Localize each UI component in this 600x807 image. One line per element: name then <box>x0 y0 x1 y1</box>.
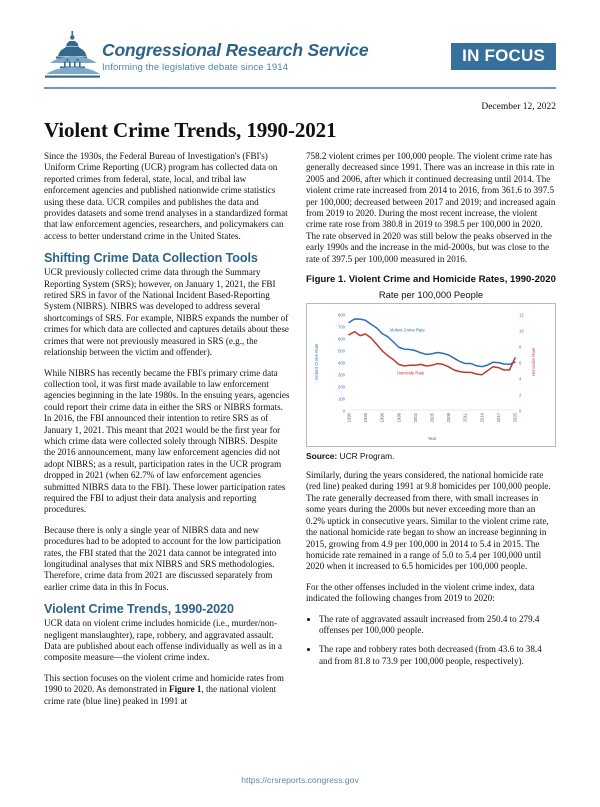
figure-1 <box>306 274 556 461</box>
svg-text:Homicide Rate: Homicide Rate <box>531 347 536 377</box>
source-label: Source: <box>306 451 338 462</box>
figure-source <box>306 451 556 461</box>
svg-text:2014: 2014 <box>479 413 485 423</box>
right-column <box>306 151 556 716</box>
svg-text:4: 4 <box>519 376 522 382</box>
svg-text:1993: 1993 <box>363 413 369 423</box>
svg-text:2017: 2017 <box>495 413 501 423</box>
svg-text:Violent Crime Rate: Violent Crime Rate <box>314 343 319 381</box>
paragraph-homicide-rate-trend: Similarly, during the years considered, the national homicide rate (red line) peaked during 1991 at 9.8 homicides per 100,000 people. The rate generally decreased from there, with small increases in some years during the 2000s but never exceeding more than an 0.2% uptick in consecutive years. Similar to the violent crime rate, the national homicide rate began to show an increase beginning in 2015, growing from 4.9 per 100,000 in 2014 to 5.4 in 2015. The homicide rate remained in a range of 5.0 to 5.4 per 100,000 until 2020 when it increased to 6.5 homicides per 100,000 people. <box>306 470 551 572</box>
list-item: • The rate of aggravated assault increased from 250.4 to 279.4 offenses per 100,000 people. <box>319 614 556 637</box>
figure-plot-area <box>306 303 556 447</box>
svg-text:100: 100 <box>338 396 345 402</box>
brand-tagline: Informing the legislative debate since 1914 <box>102 62 289 73</box>
svg-text:2005: 2005 <box>429 413 435 423</box>
svg-text:1996: 1996 <box>379 413 385 423</box>
source-text: UCR Program. <box>337 451 395 462</box>
svg-text:2020: 2020 <box>512 413 518 423</box>
svg-text:8: 8 <box>519 344 522 350</box>
footer-url: https://crsreports.congress.gov <box>241 775 359 785</box>
figure-title: Figure 1. Violent Crime and Homicide Rates, 1990-2020 <box>306 274 556 286</box>
paragraph-violent-crime-rate-trend: 758.2 violent crimes per 100,000 people. The violent crime rate has generally decreased since 1991. There was an increase in this rate in 2005 and 2006, after which it continued decreasing until 2014. The violent crime rate increased from 2014 to 2016, from 361.6 to 397.5 per 100,000; decreased between 2017 and 2019; and increased again from 2019 to 2020. During the most recent increase, the violent crime rate rose from 380.8 in 2019 to 398.5 per 100,000 in 2020. The rate observed in 2020 was still below the peaks observed in the early 1990s and the increase in the mid-2000s, but was close to the rate of 397.5 per 100,000 measured in 2016. <box>306 151 556 264</box>
paragraph-violent-crime-definition: UCR data on violent crime includes homicide (i.e., murder/non-negligent manslaughter), rape, robbery, and aggravated assault. Data are published about each offense individually as well as in a composite measure—the violent crime index. <box>44 618 282 663</box>
svg-text:2008: 2008 <box>446 413 452 423</box>
svg-text:Year: Year <box>427 436 437 442</box>
svg-text:Homicide Rate: Homicide Rate <box>396 370 425 376</box>
paragraph-nibrs-limitations: Because there is only a single year of NIBRS data and new procedures had to be adopted to account for the low participation rates, the FBI stated that the 2021 data cannot be integrated into longitudinal analyses that mix NIBRS and SRS methodologies. Therefore, crime data from 2021 are discussed separately from earlier crime data in this In Focus. <box>44 524 281 592</box>
svg-text:1999: 1999 <box>396 413 402 423</box>
masthead <box>40 30 560 90</box>
publication-date: December 12, 2022 <box>481 102 556 112</box>
svg-text:12: 12 <box>519 312 524 318</box>
svg-text:300: 300 <box>338 372 345 378</box>
svg-text:0: 0 <box>342 408 345 414</box>
page-title: Violent Crime Trends, 1990-2021 <box>44 118 337 142</box>
figure-ref-suffix: , the national violent crime rate (blue line) peaked in 1991 at <box>44 684 277 706</box>
brand-name: Congressional Research Service <box>102 40 369 60</box>
list-item: • The rape and robbery rates both decreased (from 43.6 to 38.4 and from 81.8 to 73.9 per 100,000 people, respectively). <box>319 644 556 667</box>
svg-text:1990: 1990 <box>346 413 352 423</box>
svg-text:2011: 2011 <box>462 413 468 423</box>
intro-paragraph: Since the 1930s, the Federal Bureau of Investigation's (FBI's) Uniform Crime Reporting (UCR) program has collected data on reported crimes from federal, state, local, and tribal law enforcement agencies and published nationwide crime statistics using these data. UCR compiles and publishes the data and provides datasets and some trend analyses in a standardized format that law enforcement agencies, researchers, and policymakers can access to better understand crime in the United States. <box>44 151 288 241</box>
svg-text:500: 500 <box>338 348 345 354</box>
svg-text:600: 600 <box>338 336 345 342</box>
figure-ref-link: Figure 1 <box>169 684 202 695</box>
svg-text:700: 700 <box>338 324 345 330</box>
paragraph-nibrs-overview: UCR previously collected crime data through the Summary Reporting System (SRS); however, on January 1, 2021, the FBI retired SRS in favor of the National Incident Based-Reporting System (NIBRS). NIBRS was developed to address several shortcomings of SRS. For example, NIBRS expands the number of crimes for which data are collected and captures details about these crimes that were not previously measured in SRS (e.g., the relationship between the victim and offender). <box>44 267 289 358</box>
svg-text:2002: 2002 <box>412 413 418 423</box>
svg-text:400: 400 <box>338 360 345 366</box>
masthead-divider <box>44 87 556 89</box>
line-chart <box>309 306 553 444</box>
svg-text:0: 0 <box>519 408 522 414</box>
svg-text:800: 800 <box>338 312 345 318</box>
svg-text:200: 200 <box>338 384 345 390</box>
brand-block <box>102 40 368 73</box>
paragraph-nibrs-adoption: While NIBRS has recently became the FBI's primary crime data collection tool, it was first made available to law enforcement agencies beginning in the late 1980s. In the ensuing years, agencies could report their crime data in either the SRS or NIBRS formats. In 2016, the FBI announced their intention to retire SRS as of January 1, 2021. This meant that 2021 would be the first year for which crime data were collected solely through NIBRS. Despite the 2016 announcement, many law enforcement agencies did not adopt NIBRS; as a result, participation rates in the UCR program dropped in 2021 (when 62.7% of law enforcement agencies submitted NIBRS data to the FBI). These lower participation rates required the FBI to adjust their data analysis and reporting procedures. <box>44 367 290 515</box>
left-column <box>44 151 290 716</box>
svg-text:2: 2 <box>519 392 522 398</box>
svg-text:Violent Crime Rate: Violent Crime Rate <box>389 327 425 333</box>
document-page <box>0 30 600 807</box>
paragraph-other-offenses-intro: For the other offenses included in the violent crime index, data indicated the following changes from 2019 to 2020: <box>306 581 535 604</box>
other-offenses-list <box>306 614 556 668</box>
paragraph-figure-reference <box>44 673 290 707</box>
in-focus-badge: IN FOCUS <box>451 43 556 70</box>
svg-text:6: 6 <box>519 360 522 366</box>
svg-text:10: 10 <box>519 328 524 334</box>
crs-capitol-dome-icon <box>44 30 102 82</box>
figure-subtitle: Rate per 100,000 People <box>378 289 484 301</box>
section-heading-shifting-tools: Shifting Crime Data Collection Tools <box>44 251 258 266</box>
figure-ref-prefix: This section focuses on the violent crime and homicide rates from 1990 to 2020. As demonstrated in <box>44 672 284 695</box>
body-columns <box>40 151 560 716</box>
section-heading-violent-crime-trends: Violent Crime Trends, 1990-2020 <box>44 602 234 617</box>
